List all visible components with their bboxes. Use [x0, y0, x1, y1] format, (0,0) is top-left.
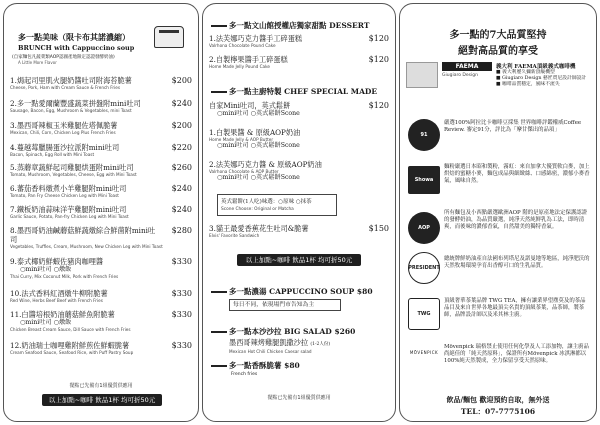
contact-line: 飲品/麵包 歡迎預約自取，無外送	[446, 395, 550, 404]
quality-subtitle: 絕對高品質的享受	[458, 46, 538, 57]
brunch-item: 12.奶油瑞士咖哩雞附鮮煎佐鮮蝦脆薯 Cream Seafood Sauce, Seafood Rice, with Puff Pastry Soup $330	[10, 341, 192, 355]
giugiaro-logo: Giugiaro Design	[442, 73, 478, 78]
brunch-title: 多一點美味（限卡布其諾濃縮）	[18, 32, 130, 42]
chef-discount-band: 以上加點~咖啡 飲品1杯 均可折50元	[237, 254, 361, 266]
fries-title: 多一點香酥脆薯 $80	[211, 360, 300, 371]
movenpick-logo: MÖVENPICK	[409, 350, 439, 355]
scone-flavor-options[interactable]: ○原味 ○抹茶	[278, 199, 312, 205]
chef-subtitle-row: 自家Mini吐司，英式鬆餅 $120 ○mini吐司 ○英式鬆餅Scone	[209, 101, 389, 117]
brunch-item-options[interactable]: ○mini吐司 ○燉飯	[20, 266, 72, 273]
dessert-title: 多一點文山館授權店獨家甜點 DESSERT	[211, 20, 369, 31]
coffee-review-seal: 91	[408, 119, 440, 151]
brunch-item: 10.法式香料紅酒燉牛柳附脆薯 Red Wine, Herbs Beef Beef with French Fries $330	[10, 289, 192, 303]
chef-item: 2.法芙娜巧克力醬 & 原級AOP奶油 Valrhona Chocolate & AOP Butter ○mini吐司 ○英式鬆餅Scone	[209, 160, 389, 182]
brunch-panel	[3, 3, 199, 422]
icecream-paragraph: Mövenpick 瑞格禁止使用任何化學及人工添加物，讓主廚品尚絕佳的「純天然原料」，保證所有Mövenpick 冰淇淋都以100%純天然製成，全力保留享受天然原味。	[444, 344, 589, 365]
showa-logo: Showa	[408, 166, 440, 194]
chef-options[interactable]: ○mini吐司 ○英式鬆餅Scone	[217, 110, 300, 117]
section-bar	[211, 25, 227, 27]
bread-icon-crust	[159, 30, 179, 33]
section-bar	[211, 291, 227, 293]
brunch-footnote: 餐點已先備有1組優質供應用	[69, 383, 133, 389]
brunch-item: 7.鐵板奶油蒜味洋芋雞腿附mini吐司 Garlic Sauce, Potato, Pan-fry Chicken Leg with Mini Toast $240	[10, 205, 192, 219]
quality-panel	[399, 3, 597, 422]
dessert-item: 1.法芙娜巧克力醬手工碎蛋糕 Valrhona Chocolate Pound Cake $120	[209, 34, 389, 48]
chef-item: 3.貓王最愛香蕉花生吐司&脆薯 Elvis' Favorite Sandwich $150	[209, 224, 389, 238]
brunch-item: 9.泰式椰奶鮮蝦佐豬肉咖哩醬 ○mini吐司 ○燉飯 Thai Curry, Mix Coconut Milk, Pork with French Fries $330	[10, 257, 192, 279]
brunch-item: 3.墨西哥辣椒玉米雞腿佐塔佩脆薯 Mexican, Chili, Corn, Chicken Leg Plus French Fries $200	[10, 121, 192, 135]
scone-flavor-box	[217, 194, 337, 216]
brunch-item: 5.蒸蘑章蔬鮮起司雞腿烘蛋附mini吐司 Tomato, Mushroom, Vegetables, Cheese, Egg with Mini Toast $260	[10, 163, 192, 177]
brunch-note: (自家麵包凡蔬菜類AOP認國產地限定認證發酵奶油)	[12, 55, 115, 60]
brunch-item-options[interactable]: ○mini吐司 ○燉飯	[20, 319, 72, 326]
salad-item: 墨西哥辣烤雞腿凱撒沙拉 (1-2人份) Mexican Hot Chili Chicken Caesar salad	[229, 338, 389, 354]
section-bar	[211, 91, 227, 93]
chef-title: 多一點主廚特製 CHEF SPECIAL MADE	[211, 86, 377, 97]
brunch-item: 1.焗起司里肌火腿奶醬吐司附海苔脆薯 Cheese, Pork, Ham with Cream Sauce & French Fries $200	[10, 76, 192, 90]
soup-desc: 每日不同，依現場門市告知為主	[233, 302, 315, 308]
faema-lines: ■ 義大利歷久彌新頂級機型 ■ Giugiaro Design 藝匠賈尼設計師設計 ■ 咖啡品質穩定，風味不流失	[496, 70, 587, 87]
butter-paragraph: 所有麵包及小西點嚴選歐洲AOP 階的是原產地法定保護認證的發酵奶油，為品質嚴選，純淨天然純鮮乳為工法，即時清爽，而後味的濃郁香氣，自然甜美的獨特香氣。	[444, 210, 588, 231]
quality-title: 多一點的7大品質堅持	[449, 30, 547, 41]
fries-footnote: 餐點已先備有1組優質供應用	[267, 395, 331, 401]
coffee-bean-paragraph: 嚴選100%阿拉比卡咖啡豆採集 世界咖啡評鑑權威Coffee Review. 審定91分，評比為「摩甘傑出的品項」	[444, 120, 582, 134]
fries-en: French fries	[231, 372, 258, 377]
brunch-item: 8.墨西哥奶油鹹蘑菇鮮蔬燉綜合鮮菌附mini吐司 Vegetables, Truffles, Cream, Mushroom, New Chicken Leg with Mini Toast $280	[10, 226, 192, 249]
salad-title: 多一點本沙沙拉 BIG SALAD $260	[211, 326, 355, 337]
flour-paragraph: 麵粉嚴選日本昭和製粉，霧虹：來自加拿大優質軟白麥，加上烘焙的蜜糖小麥，麵包成品與細緻絲、口感綿密，濃郁小麥香氣，風味自然。	[444, 164, 590, 185]
brunch-item: 11.白醬培根奶油蘑菇鮮魚附脆薯 ○mini吐司 ○燉飯 Chicken Breast Cream Sauce, Dill Sauce with French Fries $330	[10, 310, 192, 332]
brunch-subtitle: BRUNCH with Cappuccino soup	[18, 44, 135, 52]
coffee-machine-icon	[406, 62, 438, 88]
section-bar	[211, 365, 227, 367]
scone-flavor-label: 英式鬆餅(1人吃)味選：○原味 ○抹茶	[221, 199, 312, 205]
chef-item-options[interactable]: ○mini吐司 ○英式鬆餅Scone	[217, 174, 300, 181]
brunch-item: 2.多一點愛爾蘭豐盛蔬菜拼盤附mini吐司 Sausage, Bacon, Egg, Mushroom & Vegetables, mini Toast $240	[10, 99, 192, 113]
aop-logo: AOP	[408, 212, 440, 244]
soup-title: 多一點濃湯 CAPPUCCINO SOUP $80	[211, 286, 373, 297]
brunch-note-en: A Little More Flavor	[18, 60, 57, 65]
chef-item-options[interactable]: ○mini吐司 ○英式鬆餅Scone	[217, 142, 300, 149]
section-bar	[211, 331, 227, 333]
dessert-item: 2.自製檸果醬手工碎蛋糕 Home Made Jelly Pound Cake $120	[209, 55, 389, 69]
faema-row	[406, 62, 596, 88]
brunch-item: 6.蕃茄香料燉煮小羊雞腿附mini吐司 Tomato, Pan Fry Cheese Chicken Leg with Mini Toast $240	[10, 184, 192, 198]
dessert-chef-panel	[202, 3, 396, 422]
faema-logo: FAEMA	[442, 62, 492, 71]
cream-paragraph: 總統牌鮮奶油產自法國布列塔尼及諾曼地等地區，純淨肥沃的天然牧場環境孕育出香醇可口的生乳品質。	[444, 256, 590, 270]
salad-item-name: 墨西哥辣烤雞腿凱撒沙拉 (1-2人份)	[229, 338, 331, 347]
faema-head: 義大利 FAEMA頂級義式咖啡機	[496, 64, 576, 70]
twg-logo: TWG	[408, 298, 440, 330]
scone-flavor-en: Scone Choose: Original or Matcha	[221, 207, 294, 212]
president-logo: PRESIDENT	[408, 252, 440, 284]
brunch-discount-band: 以上加點~咖啡 飲品1杯 均可折50元	[42, 394, 162, 406]
chef-item: 1.白製果醬 & 原級AOP奶油 Home Made Jelly & AOP Butter ○mini吐司 ○英式鬆餅Scone	[209, 128, 389, 150]
soup-desc-box	[229, 299, 341, 311]
phone-number[interactable]: TEL：07-7775106	[460, 407, 536, 416]
brunch-item: 4.蔓越莓臘腸蛋沙拉派附mini吐司 Bacon, Spinach, Egg Roll with Mini Toast $220	[10, 143, 192, 157]
tea-paragraph: 頂級奢華茶葉品牌 TWG TEA，擁有讓業界望塵莫及的茶品品目及來自世界各地最頂尖名貴的頂級茶葉，品茶師，製茶師，品牌設計師以及米其林主廚。	[444, 298, 586, 319]
